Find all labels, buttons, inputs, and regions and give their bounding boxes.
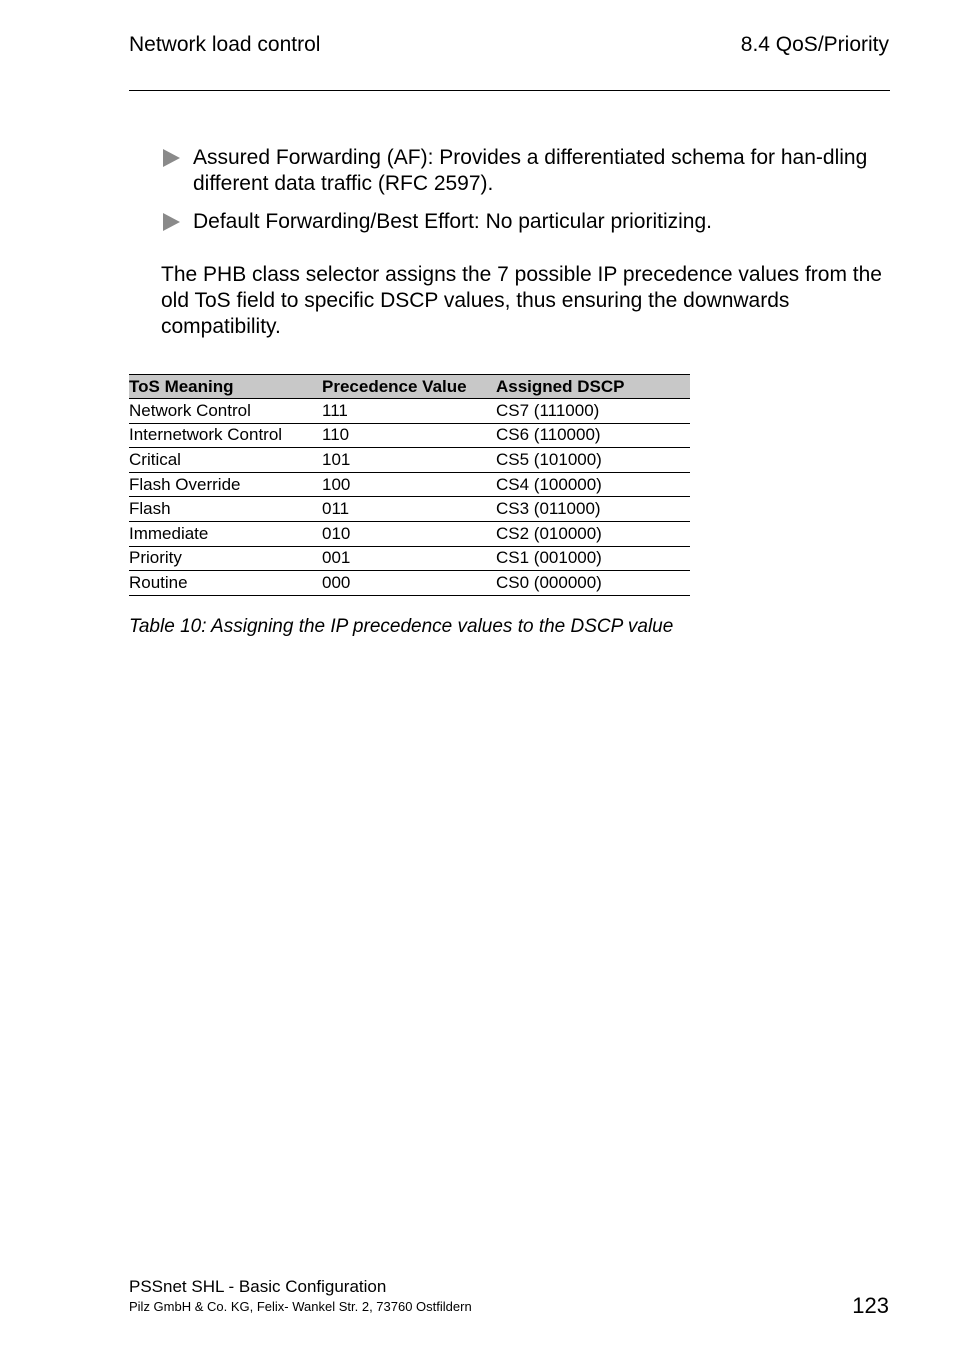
bullet-text: Assured Forwarding (AF): Provides a differentiated schema for han-dling different data traffic (RFC 2597).: [193, 146, 868, 195]
bullet-text: Default Forwarding/Best Effort: No particular prioritizing.: [193, 210, 712, 233]
bullet-item: [162, 145, 890, 197]
table-row: [129, 399, 690, 424]
table-row: [129, 546, 690, 571]
header-section-title: Network load control: [129, 33, 321, 56]
table-row: [129, 521, 690, 546]
column-header: ToS Meaning: [129, 375, 322, 399]
table-cell: 010: [322, 521, 496, 546]
table-cell: 100: [322, 472, 496, 497]
table-cell: CS7 (111000): [496, 399, 690, 424]
table-cell: 110: [322, 423, 496, 448]
bullet-list: [162, 145, 890, 247]
arrow-bullet-icon: [162, 209, 193, 235]
table-cell: 111: [322, 399, 496, 424]
table-cell: Critical: [129, 448, 322, 473]
table-caption: Table 10: Assigning the IP precedence values to the DSCP value: [129, 616, 674, 637]
header-chapter: 8.4 QoS/Priority: [740, 33, 889, 56]
header-divider: [129, 90, 890, 91]
table-cell: CS2 (010000): [496, 521, 690, 546]
table-header-row: [129, 375, 690, 399]
table-cell: 001: [322, 546, 496, 571]
table-cell: 011: [322, 497, 496, 522]
table-cell: Priority: [129, 546, 322, 571]
footer-company-address: Pilz GmbH & Co. KG, Felix- Wankel Str. 2, 73760 Ostfildern: [129, 1299, 472, 1314]
footer-document-title: PSSnet SHL - Basic Configuration: [129, 1277, 387, 1296]
table-row: [129, 423, 690, 448]
table-cell: Routine: [129, 571, 322, 596]
table-cell: Network Control: [129, 399, 322, 424]
page-number: 123: [852, 1293, 889, 1318]
table-row: [129, 448, 690, 473]
table-row: [129, 497, 690, 522]
table-cell: CS0 (000000): [496, 571, 690, 596]
precedence-table: [129, 374, 690, 596]
table-cell: Flash Override: [129, 472, 322, 497]
body-paragraph: The PHB class selector assigns the 7 possible IP precedence values from the old ToS field to specific DSCP values, thus ensuring the downwards compatibility.: [161, 263, 882, 338]
table-cell: 000: [322, 571, 496, 596]
table-cell: Internetwork Control: [129, 423, 322, 448]
column-header: Precedence Value: [322, 375, 496, 399]
table-cell: CS3 (011000): [496, 497, 690, 522]
table-cell: 101: [322, 448, 496, 473]
arrow-bullet-icon: [162, 145, 193, 171]
table-cell: CS4 (100000): [496, 472, 690, 497]
bullet-item: [162, 209, 890, 235]
table-cell: Immediate: [129, 521, 322, 546]
column-header: Assigned DSCP: [496, 375, 690, 399]
table-cell: CS6 (110000): [496, 423, 690, 448]
table-row: [129, 571, 690, 596]
table-cell: Flash: [129, 497, 322, 522]
table-row: [129, 472, 690, 497]
table-cell: CS5 (101000): [496, 448, 690, 473]
table-cell: CS1 (001000): [496, 546, 690, 571]
